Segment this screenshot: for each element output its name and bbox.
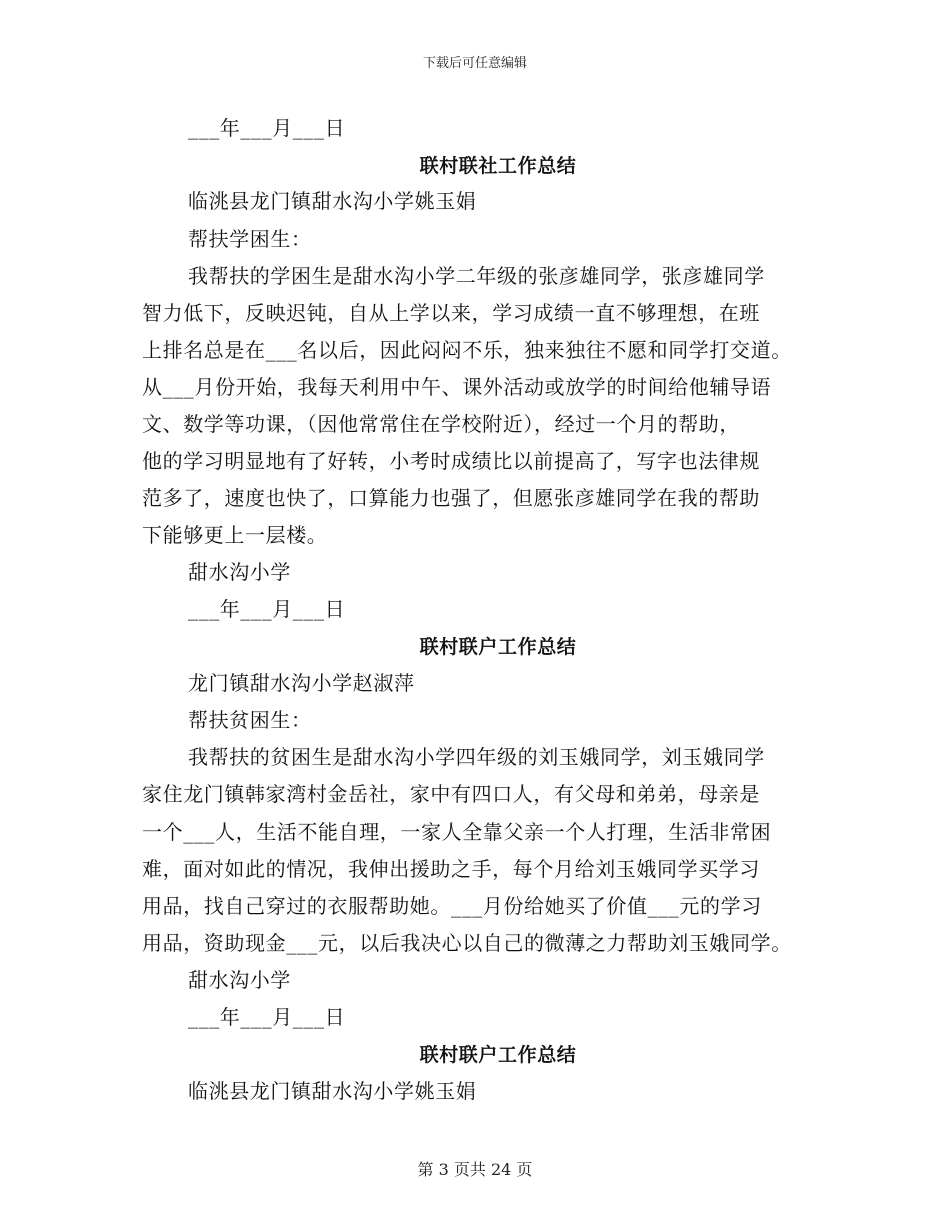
section-title: 联村联社工作总结: [419, 155, 577, 177]
paragraph-line: 难，面对如此的情况，我伸出援助之手，每个月给刘玉娥同学买学习: [142, 857, 760, 881]
paragraph-line: 下能够更上一层楼。: [142, 523, 328, 547]
page-footer: 第 3 页共 24 页: [417, 1160, 533, 1179]
paragraph-line: 上排名总是在___名以后，因此闷闷不乐，独来独往不愿和同学打交道。: [142, 338, 792, 362]
paragraph-line: 范多了，速度也快了，口算能力也强了，但愿张彦雄同学在我的帮助: [142, 486, 760, 510]
date-line: ___年___月___日: [188, 1005, 346, 1029]
paragraph-line: 我帮扶的贫困生是甜水沟小学四年级的刘玉娥同学，刘玉娥同学: [188, 745, 765, 769]
author-line: 临洮县龙门镇甜水沟小学姚玉娟: [188, 1079, 477, 1103]
signature-school: 甜水沟小学: [188, 968, 291, 992]
subheading: 帮扶学困生：: [188, 227, 312, 251]
paragraph-line: 他的学习明显地有了好转，小考时成绩比以前提高了，写字也法律规: [142, 449, 760, 473]
signature-school: 甜水沟小学: [188, 560, 291, 584]
section-title: 联村联户工作总结: [419, 636, 577, 658]
paragraph-line: 用品，资助现金___元，以后我决心以自己的微薄之力帮助刘玉娥同学。: [142, 931, 792, 955]
date-line: ___年___月___日: [188, 116, 346, 140]
paragraph-line: 我帮扶的学困生是甜水沟小学二年级的张彦雄同学，张彦雄同学: [188, 264, 765, 288]
paragraph-line: 一个___人，生活不能自理，一家人全靠父亲一个人打理，生活非常困: [142, 820, 772, 844]
author-line: 临洮县龙门镇甜水沟小学姚玉娟: [188, 189, 477, 213]
subheading: 帮扶贫困生：: [188, 708, 312, 732]
paragraph-line: 文、数学等功课，（因他常常住在学校附近），经过一个月的帮助，: [142, 412, 740, 436]
date-line: ___年___月___日: [188, 597, 346, 621]
page-header: 下载后可任意编辑: [422, 56, 527, 71]
paragraph-line: 从___月份开始，我每天利用中午、课外活动或放学的时间给他辅导语: [142, 375, 772, 399]
author-line: 龙门镇甜水沟小学赵淑萍: [188, 671, 415, 695]
paragraph-line: 家住龙门镇韩家湾村金岳社，家中有四口人，有父母和弟弟，母亲是: [142, 782, 760, 806]
section-title: 联村联户工作总结: [419, 1044, 577, 1066]
paragraph-line: 用品，找自己穿过的衣服帮助她。___月份给她买了价值___元的学习: [142, 894, 762, 918]
paragraph-line: 智力低下，反映迟钝，自从上学以来，学习成绩一直不够理想，在班: [142, 301, 760, 325]
